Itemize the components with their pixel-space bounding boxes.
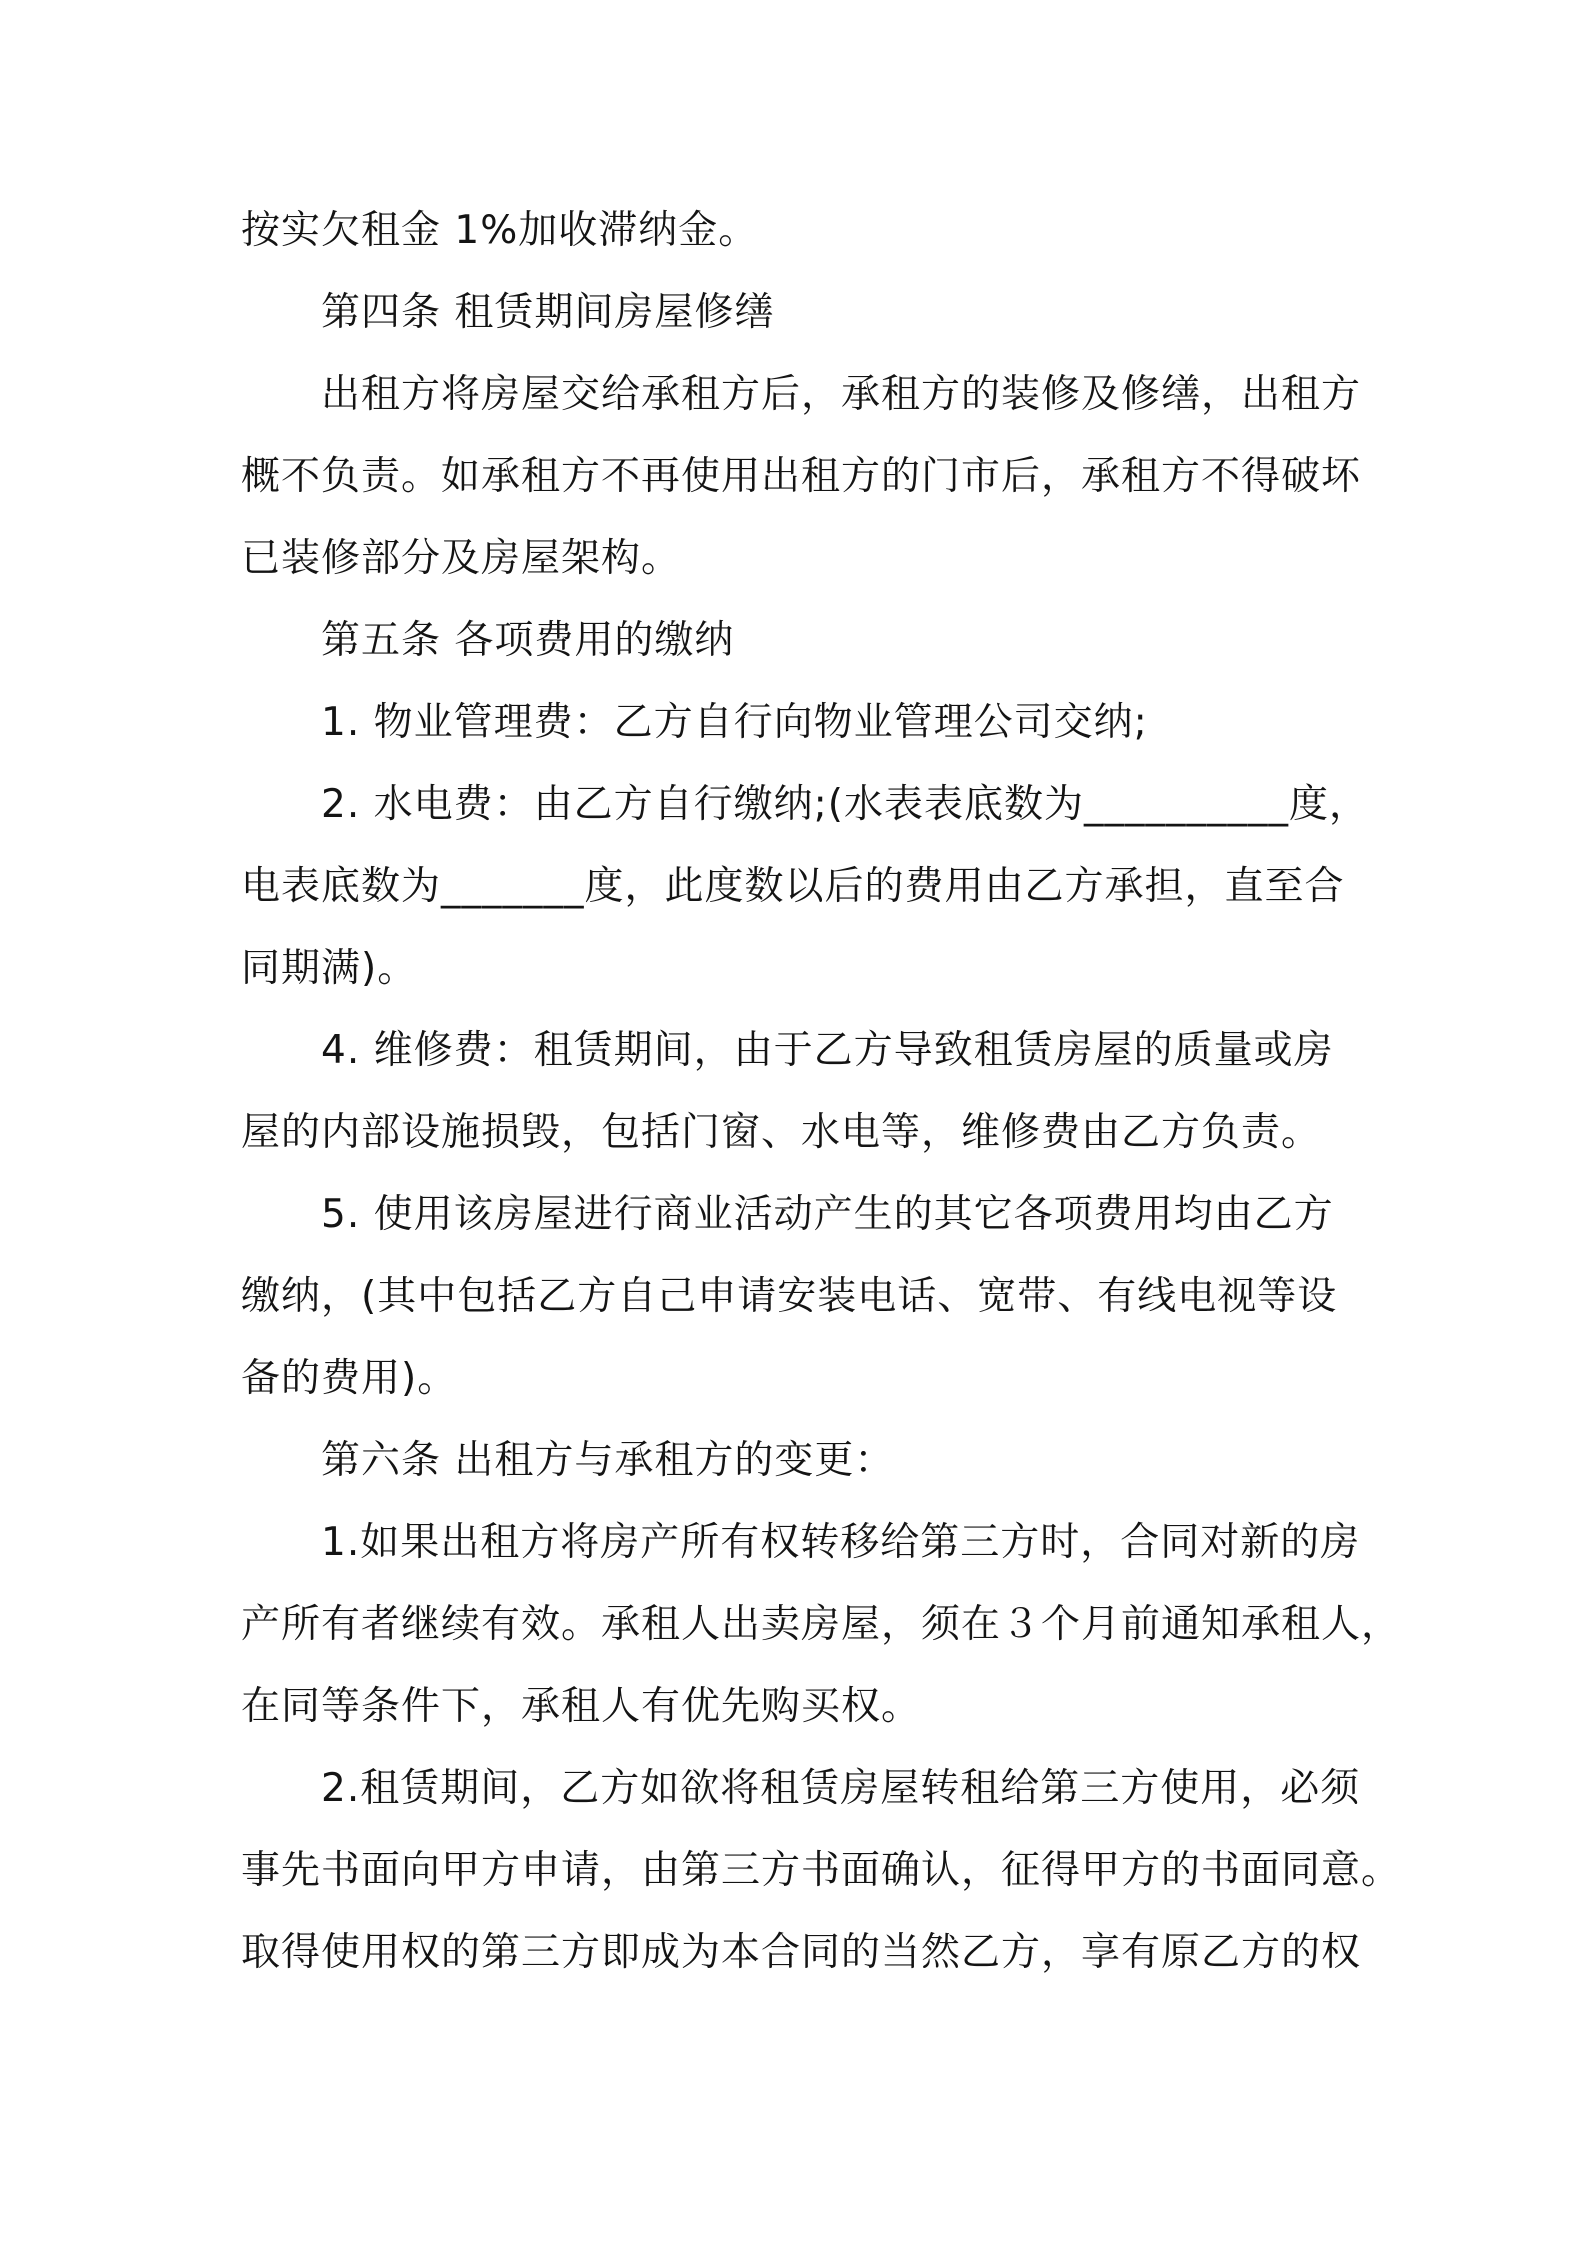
text-line: 产所有者继续有效。承租人出卖房屋，须在３个月前通知承租人， [241,1602,1402,1647]
text-line: 在同等条件下，承租人有优先购买权。 [241,1684,922,1729]
text-line: 按实欠租金 1%加收滞纳金。 [241,208,759,253]
section-heading-6: 第六条 出租方与承租方的变更： [321,1438,895,1483]
text-line: 缴纳，(其中包括乙方自己申请安装电话、宽带、有线电视等设 [241,1274,1338,1319]
text-line: 事先书面向甲方申请，由第三方书面确认，征得甲方的书面同意。 [241,1848,1402,1893]
text-line: 屋的内部设施损毁，包括门窗、水电等，维修费由乙方负责。 [241,1110,1322,1155]
text-line: 已装修部分及房屋架构。 [241,536,682,581]
list-item: 5. 使用该房屋进行商业活动产生的其它各项费用均由乙方 [321,1192,1334,1237]
text-line: 备的费用)。 [241,1356,458,1401]
list-item: 2. 水电费：由乙方自行缴纳;(水表表底数为__________度， [321,782,1369,827]
text-line: 电表底数为_______度，此度数以后的费用由乙方承担，直至合 [241,864,1345,909]
text-line: 取得使用权的第三方即成为本合同的当然乙方，享有原乙方的权 [241,1930,1362,1975]
list-item: 2.租赁期间，乙方如欲将租赁房屋转租给第三方使用，必须 [321,1766,1361,1811]
list-item: 4. 维修费：租赁期间，由于乙方导致租赁房屋的质量或房 [321,1028,1334,1073]
document-body [241,190,1402,1994]
section-heading-4: 第四条 租赁期间房屋修缮 [321,290,775,335]
list-item: 1.如果出租方将房产所有权转移给第三方时，合同对新的房 [321,1520,1361,1565]
text-line: 出租方将房屋交给承租方后，承租方的装修及修缮，出租方 [321,372,1362,417]
text-line: 概不负责。如承租方不再使用出租方的门市后，承租方不得破坏 [241,454,1362,499]
list-item: 1. 物业管理费：乙方自行向物业管理公司交纳; [321,700,1148,745]
text-line: 同期满)。 [241,946,418,991]
section-heading-5: 第五条 各项费用的缴纳 [321,618,735,663]
